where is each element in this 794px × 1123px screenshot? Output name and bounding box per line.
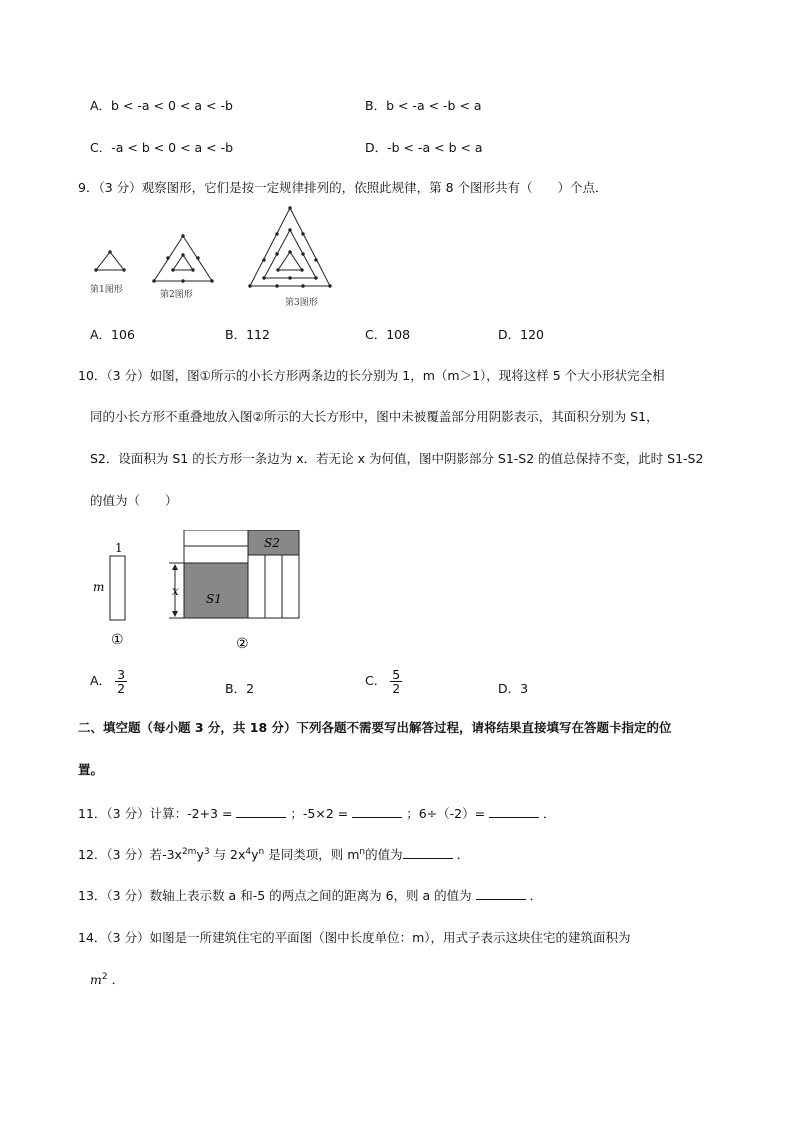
q10-fig-label-m: m — [93, 580, 105, 594]
q9-option-a: A．106 — [90, 327, 135, 342]
q10-fig-label-circle-1: ① — [111, 632, 124, 648]
q9-triangle-1 — [96, 252, 124, 270]
q11: 11．（3 分）计算：-2+3 = ；-5×2 = ；6÷（-2）= ． — [78, 806, 556, 821]
q8-option-a: A．b < -a < 0 < a < -b — [90, 98, 233, 113]
q9-figure — [80, 200, 370, 310]
q11-blank-1[interactable] — [236, 805, 286, 818]
q9-fig-label-2: 第2图形 — [160, 290, 193, 300]
q10-fig-label-circle-2: ② — [236, 636, 249, 652]
q10-line-4: 的值为（ ） — [90, 493, 178, 508]
q13: 13．（3 分）数轴上表示数 a 和-5 的两点之间的距离为 6，则 a 的值为 ． — [78, 888, 543, 903]
q10-option-b: B．2 — [225, 681, 255, 696]
q9-option-c: C．108 — [365, 327, 411, 342]
q9-stem: 9．（3 分）观察图形，它们是按一定规律排列的，依照此规律，第 8 个图形共有（ ）个点． — [78, 180, 608, 195]
q9-fig-label-1: 第1图形 — [90, 285, 123, 295]
q8-option-b: B．b < -a < -b < a — [365, 98, 482, 113]
q9-option-d: D．120 — [498, 327, 544, 342]
q14-line-2: $m^2$ ． — [90, 971, 125, 987]
q10-fig-label-x: x — [172, 584, 179, 598]
q9-triangle-2 — [154, 236, 212, 281]
q13-blank[interactable] — [476, 887, 526, 900]
q10-fig-label-s1: S1 — [206, 592, 222, 606]
section-2-heading-line-1: 二、填空题（每小题 3 分，共 18 分）下列各题不需要写出解答过程，请将结果直接填写在答题卡指定的位 — [78, 720, 672, 735]
q10-option-a: A． $\frac{3}{2}$ — [90, 667, 126, 696]
q10-option-d: D．3 — [498, 681, 529, 696]
q10-line-1: 10．（3 分）如图，图①所示的小长方形两条边的长分别为 1，m（m＞1），现将这样 5 个大小形状完全相 — [78, 368, 665, 383]
q8-option-d: D．-b < -a < b < a — [365, 140, 483, 155]
q9-option-b: B．112 — [225, 327, 270, 342]
section-2-heading-line-2: 置。 — [78, 762, 104, 777]
q9-fig-label-3: 第3图形 — [285, 298, 318, 308]
q10-line-3: S2．设面积为 S1 的长方形一条边为 x．若无论 x 为何值，图中阴影部分 S1-S2 的值总保持不变，此时 S1-S2 — [90, 451, 704, 466]
q10-option-c: C． $\frac{5}{2}$ — [365, 667, 401, 696]
q10-line-2: 同的小长方形不重叠地放入图②所示的大长方形中，图中未被覆盖部分用阴影表示，其面积分别为 S1， — [90, 409, 659, 424]
q14-line-1: 14．（3 分）如图是一所建筑住宅的平面图（图中长度单位：m），用式子表示这块住宅的建筑面积为 — [78, 930, 631, 945]
q12-blank[interactable] — [403, 846, 453, 859]
q12: 12．（3 分）若$-3x^{2m}y^3$ 与 $2x^4y^n$ 是同类项，则 $m^n$的值为 ． — [78, 846, 470, 862]
q9-triangle-3 — [250, 208, 330, 286]
q11-blank-3[interactable] — [489, 805, 539, 818]
q10-fig-label-1-top: 1 — [115, 541, 123, 555]
q10-shade-s1 — [184, 563, 248, 618]
q10-figure — [85, 530, 315, 655]
q8-option-c: C．-a < b < 0 < a < -b — [90, 140, 234, 155]
q10-fig-label-s2: S2 — [264, 536, 280, 550]
q11-blank-2[interactable] — [352, 805, 402, 818]
q10-small-rect — [110, 556, 125, 620]
